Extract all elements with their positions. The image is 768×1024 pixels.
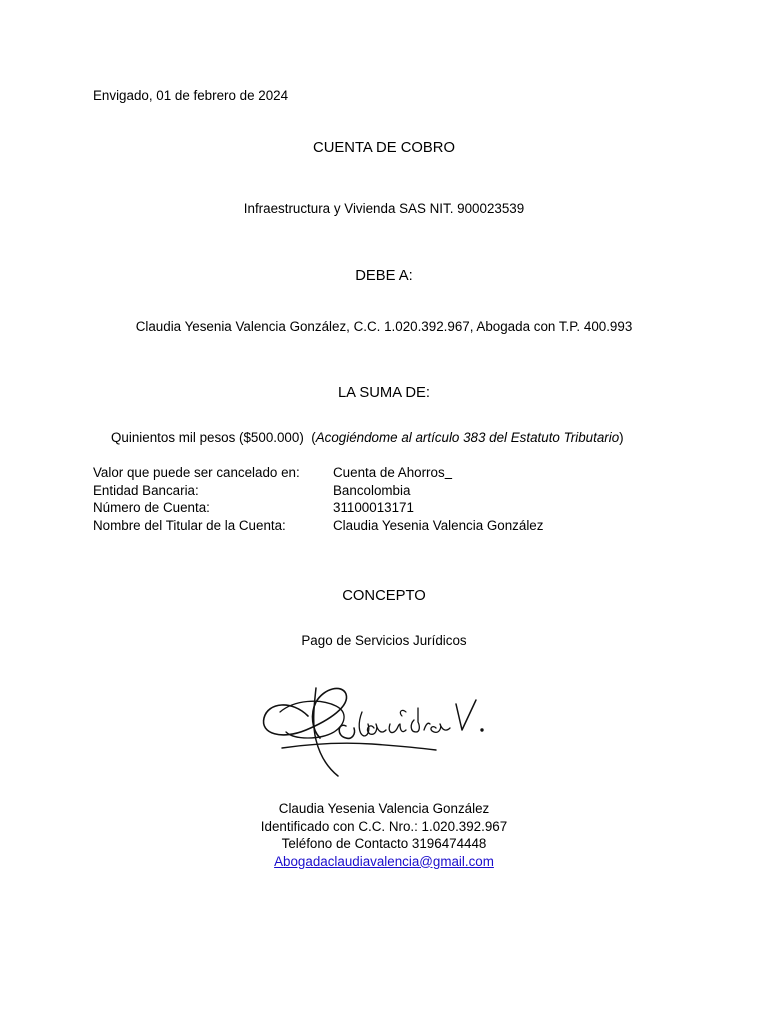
bank-row-value: Cuenta de Ahorros xyxy=(333,465,445,480)
signature-block xyxy=(0,800,768,870)
concepto-text: Pago de Servicios Jurídicos xyxy=(301,633,467,648)
document-title: CUENTA DE COBRO xyxy=(313,140,455,156)
amount-text: Quinientos mil pesos ($500.000) xyxy=(111,430,304,445)
bank-row-value: 31100013171 xyxy=(333,500,414,515)
signer-name: Claudia Yesenia Valencia González xyxy=(278,801,490,816)
creditor-line: Claudia Yesenia Valencia González, C.C. 1.020.392.967, Abogada con T.P. 400.993 xyxy=(135,319,633,334)
bank-details xyxy=(93,464,543,534)
bank-row-label: Número de Cuenta: xyxy=(93,500,210,515)
bank-row-label: Nombre del Titular de la Cuenta: xyxy=(93,517,286,533)
signer-id: Identificado con C.C. Nro.: 1.020.392.967 xyxy=(260,818,508,834)
amount-note-close: ) xyxy=(619,430,624,445)
amount-note-open: ( xyxy=(311,430,316,445)
date-line: Envigado, 01 de febrero de 2024 xyxy=(93,88,289,103)
suma-heading: LA SUMA DE: xyxy=(337,385,431,401)
bank-row xyxy=(93,482,543,500)
concepto-heading: CONCEPTO xyxy=(342,588,426,604)
signer-phone: Teléfono de Contacto 3196474448 xyxy=(281,836,487,851)
bank-row xyxy=(93,517,543,535)
bank-row xyxy=(93,464,543,482)
signer-email-link[interactable]: Abogadaclaudiavalencia@gmail.com xyxy=(274,853,494,869)
bank-row-label: Entidad Bancaria: xyxy=(93,482,199,498)
bank-row-value: Bancolombia xyxy=(333,482,411,498)
bank-row-value: Claudia Yesenia Valencia González xyxy=(333,517,544,533)
debtor-line: Infraestructura y Vivienda SAS NIT. 900023539 xyxy=(243,201,525,216)
amount-line xyxy=(111,429,624,446)
amount-note: Acogiéndome al artículo 383 del Estatuto Tributario xyxy=(315,430,620,445)
bank-row-label: Valor que puede ser cancelado en: xyxy=(93,465,300,480)
bank-row xyxy=(93,499,543,517)
handwritten-signature xyxy=(250,678,540,788)
debe-heading: DEBE A: xyxy=(355,268,413,284)
